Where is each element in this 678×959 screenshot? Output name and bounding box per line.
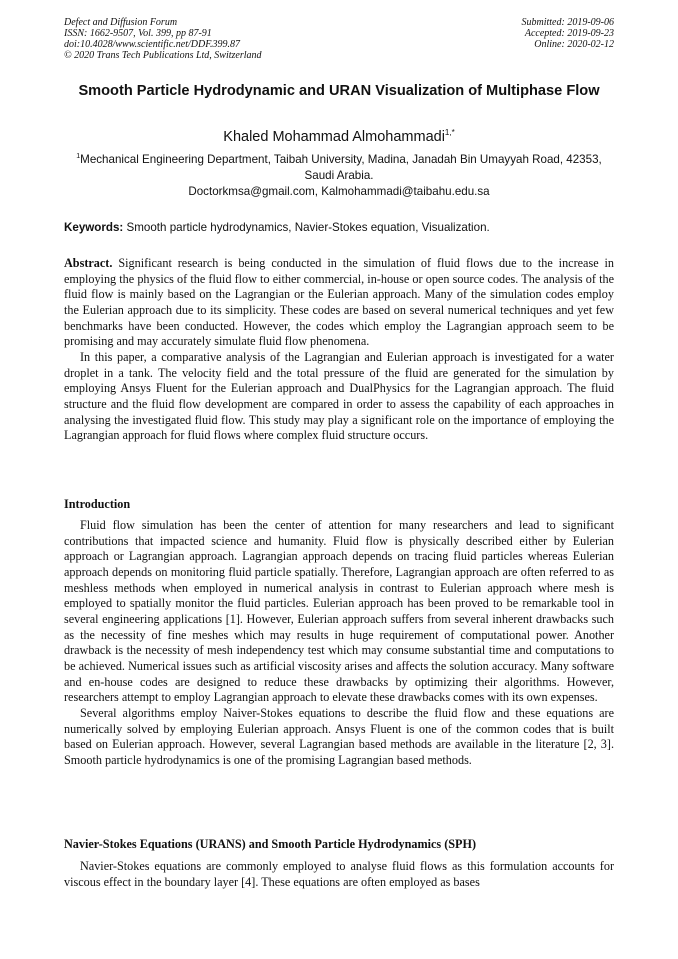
introduction-paragraph-2: Several algorithms employ Naiver-Stokes equations to describe the fluid flow and these equations are numerically solved by employing Eulerian approach. Ansys Fluent is one of the common codes that is built based on Eulerian approach. However, several Lagrangian based methods are available in the literature [2, 3]. Smooth particle hydrodynamics is one of the promising Lagrangian based methods. xyxy=(64,705,614,767)
affiliation-text: Mechanical Engineering Department, Taibah University, Madina, Janadah Bin Umayyah Road, 42353, Saudi Arabia. xyxy=(80,153,602,182)
navier-stokes-heading: Navier-Stokes Equations (URANS) and Smooth Particle Hydrodynamics (SPH) xyxy=(64,837,477,851)
doi-line: doi:10.4028/www.scientific.net/DDF.399.87 xyxy=(64,39,241,50)
introduction-section xyxy=(64,518,614,769)
navier-stokes-paragraph-1: Navier-Stokes equations are commonly employed to analyse fluid flows as this formulation accounts for viscous effect in the boundary layer [4]. These equations are often employed as bases xyxy=(64,859,614,889)
submission-dates xyxy=(522,17,615,50)
introduction-paragraph-1: Fluid flow simulation has been the center of attention for many researchers and lead to significant contributions that impacted science and humanity. Fluid flow is physically described either by Eulerian approach or Lagrangian approach. Lagrangian approach depends on tracing fluid particles whereas Eulerian approach depends on monitoring fluid particle spatially. Therefore, Lagrangian approach are often referred to as meshless methods when employed in numerical analysis in contrast to Eulerian approach where mesh is employed to spatially monitor the fluid particles. Eulerian approach has been proved to be remarkable tool in several engineering applications [1]. However, Eulerian approach suffers from several inherent drawbacks such as the necessity of fine meshes which may results in huge requirement of computational power. Another drawback is the necessity of mesh independency test which may consume substantial time and computations to be achieved. Numerical issues such as artificial viscosity arises and affects the solution accuracy. Many software and en-house codes are designed to reduce these drawbacks by optimizing their algorithms. However, researchers attempt to employ Lagrangian approach to elevate these drawbacks comes with its own expenses. xyxy=(64,518,614,705)
keywords xyxy=(64,220,614,236)
author-name: Khaled Mohammad Almohammadi xyxy=(223,129,445,145)
journal-name: Defect and Diffusion Forum xyxy=(64,17,178,28)
issn-line: ISSN: 1662-9507, Vol. 399, pp 87-91 xyxy=(64,28,212,39)
abstract-paragraph-2: In this paper, a comparative analysis of the Lagrangian and Eulerian approach is investigated for a water droplet in a tank. The velocity field and the total pressure of the fluid are generated for the simulation by employing Ansys Fluent for the Eulerian approach and DualPhysics for the Lagrangian approach. The fluid structure and the fluid flow development are compared in order to assess the capability of each approaches in analysing the investigated fluid flow. This study may play a significant role on the importance of employing the Lagrangian approach for fluid flows where complex fluid structure occurs. xyxy=(64,349,614,443)
paper-title: Smooth Particle Hydrodynamic and URAN Visualization of Multiphase Flow xyxy=(78,83,600,99)
abstract-text-1: Significant research is being conducted in the simulation of fluid flows due to the increase in employing the physics of the fluid flow to either commercial, in-house or open source codes. The analysis of the fluid flow is mainly based on the Lagrangian or the Eulerian approach. Many of the simulation codes employ the Eulerian approach due to its simplicity. These codes are based on several numerical techniques and yet few benchmarks have been conducted. However, the codes which employ the Lagrangian approach seem to be promising and may accurately simulate fluid flow phenomena. xyxy=(64,256,615,349)
abstract-label: Abstract. xyxy=(64,256,113,270)
accepted-date: Accepted: 2019-09-23 xyxy=(524,28,614,39)
online-date: Online: 2020-02-12 xyxy=(534,39,614,50)
copyright-line: © 2020 Trans Tech Publications Ltd, Switzerland xyxy=(64,50,262,61)
abstract-paragraph-1 xyxy=(64,256,614,350)
journal-info xyxy=(64,17,262,61)
introduction-heading: Introduction xyxy=(64,497,131,511)
keywords-text: Smooth particle hydrodynamics, Navier-Stokes equation, Visualization. xyxy=(126,221,490,234)
keywords-label: Keywords: xyxy=(64,221,124,234)
author-marks: 1,* xyxy=(444,128,455,137)
affiliation xyxy=(64,149,614,184)
submitted-date: Submitted: 2019-09-06 xyxy=(521,17,614,28)
navier-stokes-section xyxy=(64,859,614,890)
affiliation-mark: 1 xyxy=(76,153,81,160)
author-emails: Doctorkmsa@gmail.com, Kalmohammadi@taibahu.edu.sa xyxy=(188,185,490,198)
author-line xyxy=(64,124,614,146)
abstract-section xyxy=(64,256,614,444)
